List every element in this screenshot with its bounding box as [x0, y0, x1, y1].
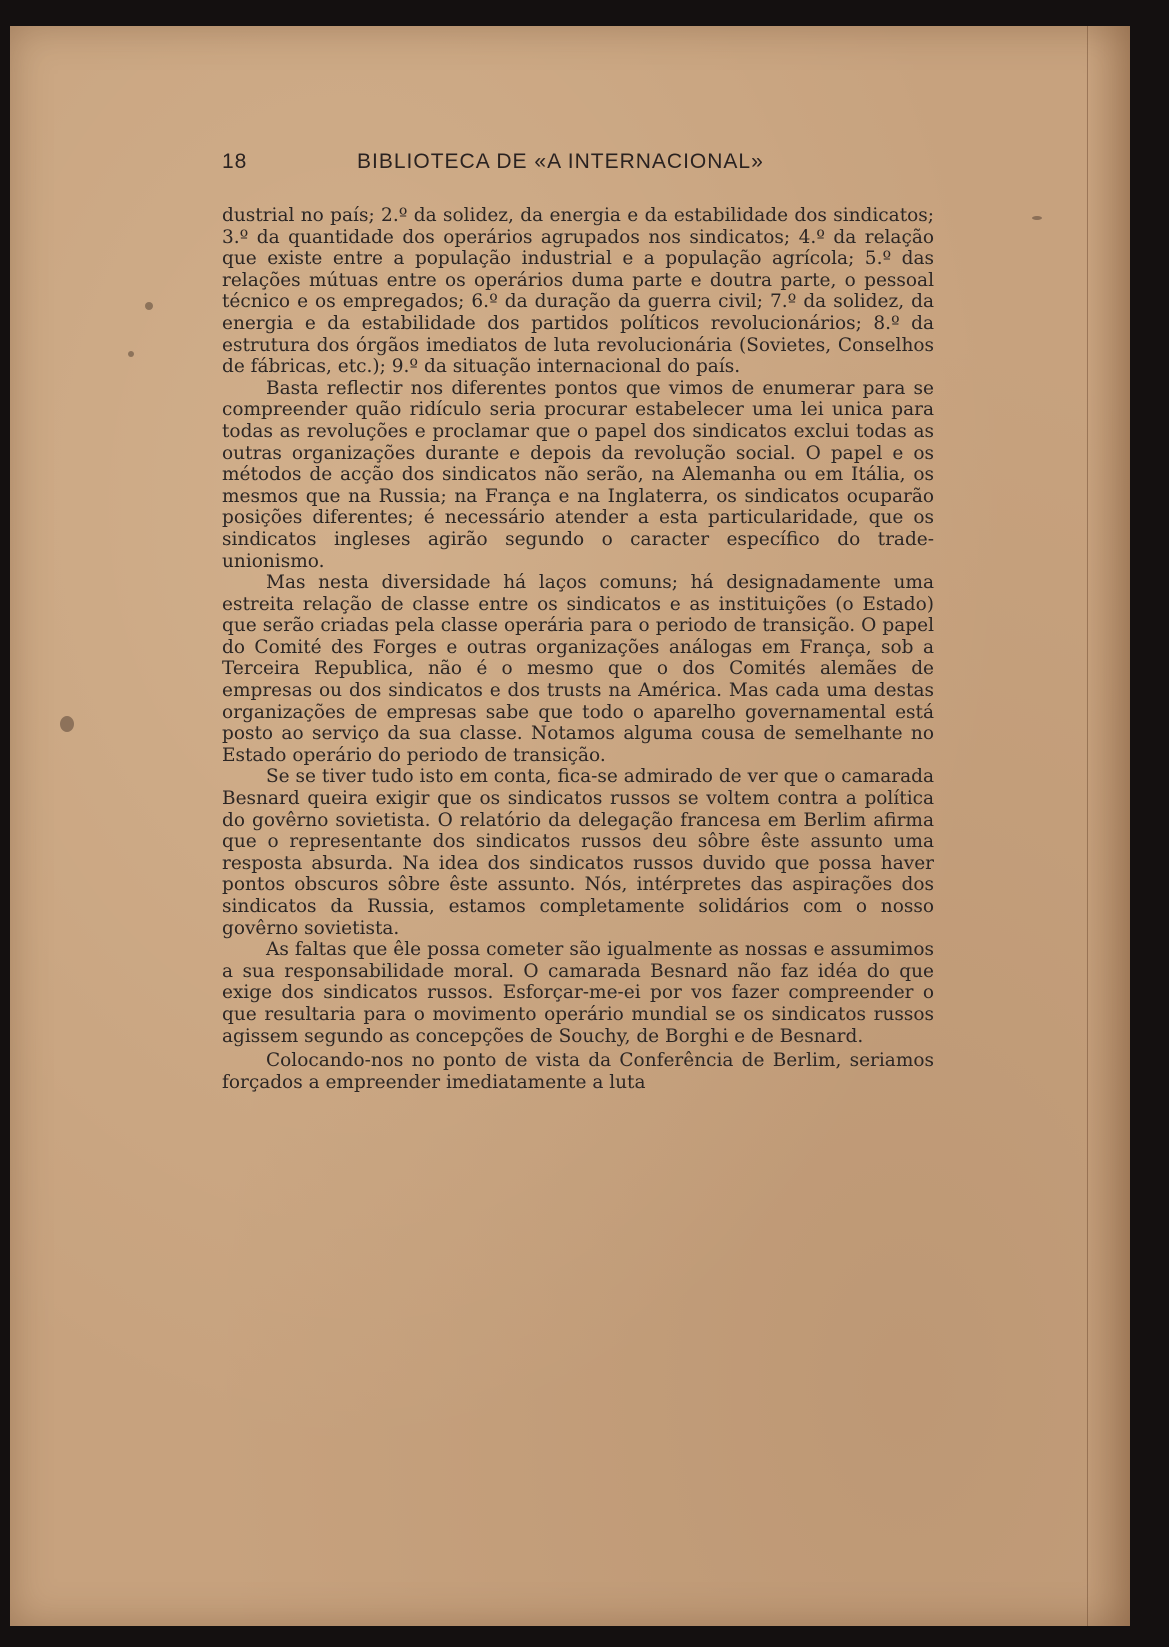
paragraph: Se se tiver tudo isto em conta, fica-se admirado de ver que o camarada Besnard queira exigir que os sindicatos russos se voltem contra a política do govêrno sovietista. O relatório da delegação francesa em Berlim afirma que o representante dos sindicatos russos deu sôbre êste assunto uma resposta absurda. Na idea dos sindicatos russos duvido que possa haver pontos obscuros sôbre êste assunto. Nós, intérpretes das aspirações dos sindicatos da Russia, estamos completamente solidários com o nosso govêrno sovietista.	[222, 766, 934, 939]
ink-spot	[128, 351, 134, 357]
ink-spot	[145, 302, 153, 310]
paragraph: Mas nesta diversidade há laços comuns; há designadamente uma estreita relação de classe entre os sindicatos e as instituições (o Estado) que serão criadas pela classe operária para o periodo de transição. O papel do Comité des Forges e outras organizações análogas em França, sob a Terceira Republica, não é o mesmo que o dos Comités alemães de empresas ou dos sindicatos e dos trusts na América. Mas cada uma destas organizações de empresas sabe que todo o aparelho governamental está posto ao serviço da sua classe. Notamos alguma cousa de semelhante no Estado operário do periodo de transição.	[222, 572, 934, 766]
running-title: BIBLIOTECA DE «A INTERNACIONAL»	[357, 150, 764, 173]
ink-spot	[60, 716, 74, 732]
paragraph: Colocando-nos no ponto de vista da Conferência de Berlim, seriamos forçados a empreender imediatamente a luta	[222, 1050, 934, 1093]
page-header	[222, 148, 942, 178]
page-number: 18	[222, 150, 248, 173]
ink-spot	[1032, 216, 1042, 220]
paragraph: Basta reflectir nos diferentes pontos que vimos de enumerar para se compreender quão ridículo seria procurar estabelecer uma lei unica para todas as revoluções e proclamar que o papel dos sindicatos exclui todas as outras organizações durante e depois da revolução social. O papel e os métodos de acção dos sindicatos não serão, na Alemanha ou em Itália, os mesmos que na Russia; na França e na Inglaterra, os sindicatos ocuparão posições diferentes; é necessário atender a esta particularidade, que os sindicatos ingleses agirão segundo o caracter específico do trade-unionismo.	[222, 377, 934, 572]
body-text	[222, 205, 934, 1093]
paragraph: dustrial no país; 2.º da solidez, da energia e da estabilidade dos sindicatos; 3.º da quantidade dos operários agrupados nos sindicatos; 4.º da relação que existe entre a população industrial e a população agrícola; 5.º das relações mútuas entre os operários duma parte e doutra parte, o pessoal técnico e os empregados; 6.º da duração da guerra civil; 7.º da solidez, da energia e da estabilidade dos partidos políticos revolucionários; 8.º da estrutura dos órgãos imediatos de luta revolucionária (Sovietes, Conselhos de fábricas, etc.); 9.º da situação internacional do país.	[222, 205, 934, 378]
page-edge	[1087, 26, 1130, 1626]
paragraph: As faltas que êle possa cometer são igualmente as nossas e assumimos a sua responsabilidade moral. O camarada Besnard não faz idéa do que exige dos sindicatos russos. Esforçar-me-ei por vos fazer compreender o que resultaria para o movimento operário mundial se os sindicatos russos agissem segundo as concepções de Souchy, de Borghi e de Besnard.	[222, 939, 934, 1047]
